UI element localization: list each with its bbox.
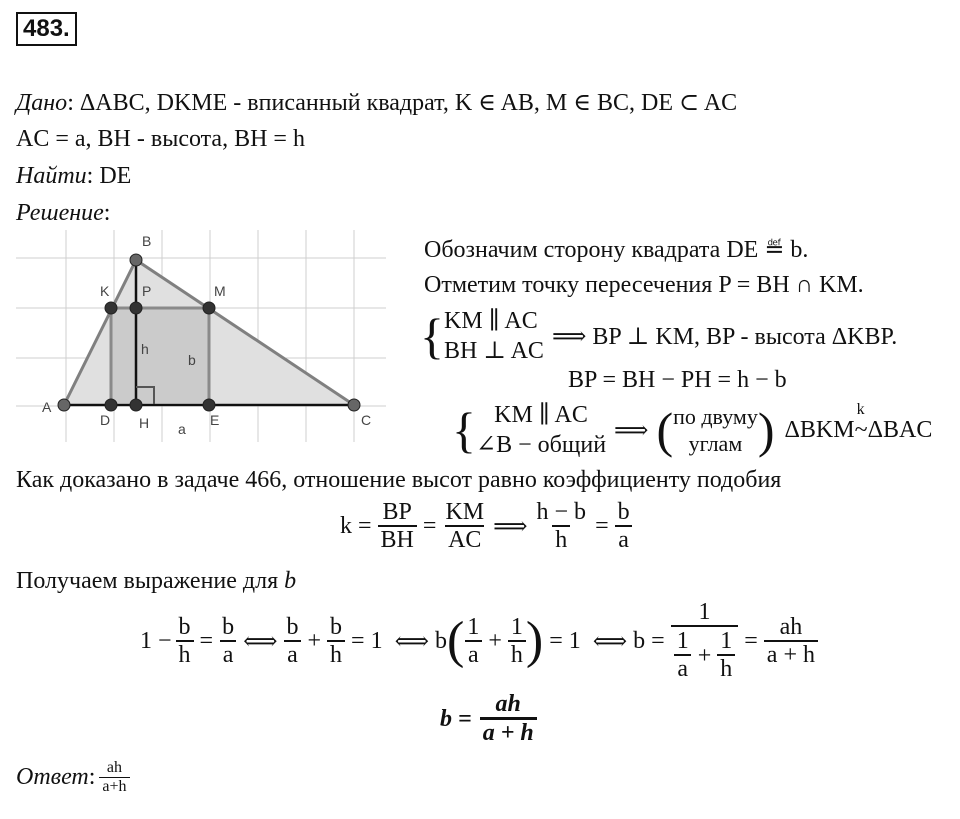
eq2-frac-1a: $\frac{1}{a}$ xyxy=(464,615,482,669)
find-line xyxy=(16,163,131,190)
solution-line xyxy=(16,200,110,227)
eq2-rpar: ) xyxy=(525,612,544,670)
system-2-implies: ⟹ xyxy=(614,417,649,444)
eq1-implies: ⟹ xyxy=(493,514,528,541)
eq2-final-frac: $\frac{ah}{a + h}$ xyxy=(764,615,818,669)
eq2-lpar: ( xyxy=(447,612,465,670)
system-1 xyxy=(420,306,897,366)
answer-line xyxy=(16,760,130,795)
eq2-b: b xyxy=(435,627,447,654)
system-1-result: ⟹ BP ⊥ KM, BP - высота ΔKBP. xyxy=(551,323,898,350)
label-K: K xyxy=(100,283,110,299)
system-2 xyxy=(452,400,932,460)
eq2-iff-3: ⟺ xyxy=(592,628,628,655)
eq2-one: 1 − xyxy=(140,627,172,654)
answer-frac: $\frac{ah}{a+h}$ xyxy=(99,760,129,795)
given-line-2: AC = a, BH - высота, BH = h xyxy=(16,126,305,152)
similar-left: ΔBKM xyxy=(784,416,855,443)
label-P: P xyxy=(142,283,152,299)
answer-colon: : xyxy=(88,764,96,791)
eq1-frac-4: $\frac{b}{a}$ xyxy=(615,500,633,554)
eq2-frac-1h: $\frac{1}{h}$ xyxy=(508,615,526,669)
given-text: : ΔABC, DKME - вписанный квадрат, K ∈ AB, M ∈ BC, DE ⊂ AC xyxy=(67,90,738,116)
system-1-row-1: KM ∥ AC xyxy=(444,308,538,334)
similar-tilde: ~ xyxy=(854,416,868,443)
system-2-row-2: ∠B − общий xyxy=(476,432,607,458)
label-C: C xyxy=(361,412,372,428)
system-2-row-1: KM ∥ AC xyxy=(494,402,588,428)
eq2-frac-bh: $\frac{b}{h}$ xyxy=(176,615,194,669)
find-text: : DE xyxy=(86,163,132,189)
paren-left: ( xyxy=(656,402,674,458)
label-a: a xyxy=(178,421,186,437)
eq1-k: k = xyxy=(340,513,372,540)
right-line-1: Обозначим сторону квадрата DE ≝ b. xyxy=(424,237,809,263)
paragraph-1: Как доказано в задаче 466, отношение высот равно коэффициенту подобия xyxy=(16,467,782,493)
paren-row-2: углам xyxy=(688,431,743,456)
result-lhs: b = xyxy=(440,705,472,732)
label-B: B xyxy=(142,233,152,249)
eq1-eq2: = xyxy=(595,513,609,540)
result-formula xyxy=(440,692,537,747)
find-label: Найти xyxy=(16,163,87,189)
eq2-frac-ba-2: $\frac{b}{a}$ xyxy=(284,615,302,669)
label-D: D xyxy=(100,412,111,428)
answer-label: Ответ xyxy=(16,764,89,791)
label-A: A xyxy=(42,399,52,415)
eq2-iff-2: ⟺ xyxy=(394,628,429,655)
equation-1 xyxy=(340,500,633,554)
solution-colon: : xyxy=(103,200,111,226)
label-E: E xyxy=(210,412,220,428)
paren-right: ) xyxy=(757,402,775,458)
system-1-rows xyxy=(444,306,544,366)
paragraph-2: Получаем выражение для b xyxy=(16,568,297,594)
paren-rows xyxy=(673,403,758,458)
eq2-frac-ba: $\frac{b}{a}$ xyxy=(219,615,237,669)
eq2-complex-frac: 1 $\frac{1}{a}$ + $\frac{1}{h}$ xyxy=(671,600,739,683)
eq1-frac-1: $\frac{BP}{BH}$ xyxy=(378,500,417,554)
right-line-2: Отметим точку пересечения P = BH ∩ KM. xyxy=(424,272,864,298)
system-2-rows xyxy=(476,400,606,460)
similar-right: ΔBAC xyxy=(867,416,933,443)
geometry-figure xyxy=(16,230,386,442)
problem-number: 483. xyxy=(16,12,77,46)
eq2-frac-bh-2: $\frac{b}{h}$ xyxy=(327,615,345,669)
system-1-row-2: BH ⊥ AC xyxy=(444,338,544,364)
label-h: h xyxy=(141,341,149,357)
brace-2: { xyxy=(452,402,476,458)
paren-row-1: по двуму xyxy=(673,403,758,429)
result-frac: $\frac{ah}{a + h}$ xyxy=(480,692,537,747)
similarity xyxy=(784,400,933,444)
label-M: M xyxy=(214,283,226,299)
para2-var: b xyxy=(284,568,297,594)
brace-1: { xyxy=(420,308,444,364)
eq1-frac-3: $\frac{h - b}{h}$ xyxy=(536,499,587,554)
eq2-iff-1: ⟺ xyxy=(243,628,278,655)
eq2-bstr: b = xyxy=(633,627,665,654)
label-H: H xyxy=(139,415,150,431)
label-b: b xyxy=(188,352,196,368)
eq1-frac-2: $\frac{KM}{AC}$ xyxy=(445,499,485,554)
given-label: Дано xyxy=(16,90,68,116)
right-line-4: BP = BH − PH = h − b xyxy=(568,367,787,393)
equation-2: 1 − $\frac{b}{h}$ = $\frac{b}{a}$ ⟺ $\frac{b}{a}$ + $\frac{b}{h}$ = 1 ⟺ b ( $\frac{1}{a}$ + $\frac{1}{h}$ ) = 1 ⟺ b = 1 $\frac{1}{a}$ + $\frac{1}{h}$ = $\frac{ah}{a + h}$ xyxy=(140,600,818,683)
given-line-1 xyxy=(16,88,737,117)
similar-k: k xyxy=(856,400,865,418)
eq1-eq: = xyxy=(422,513,437,540)
solution-label: Решение xyxy=(16,200,104,226)
